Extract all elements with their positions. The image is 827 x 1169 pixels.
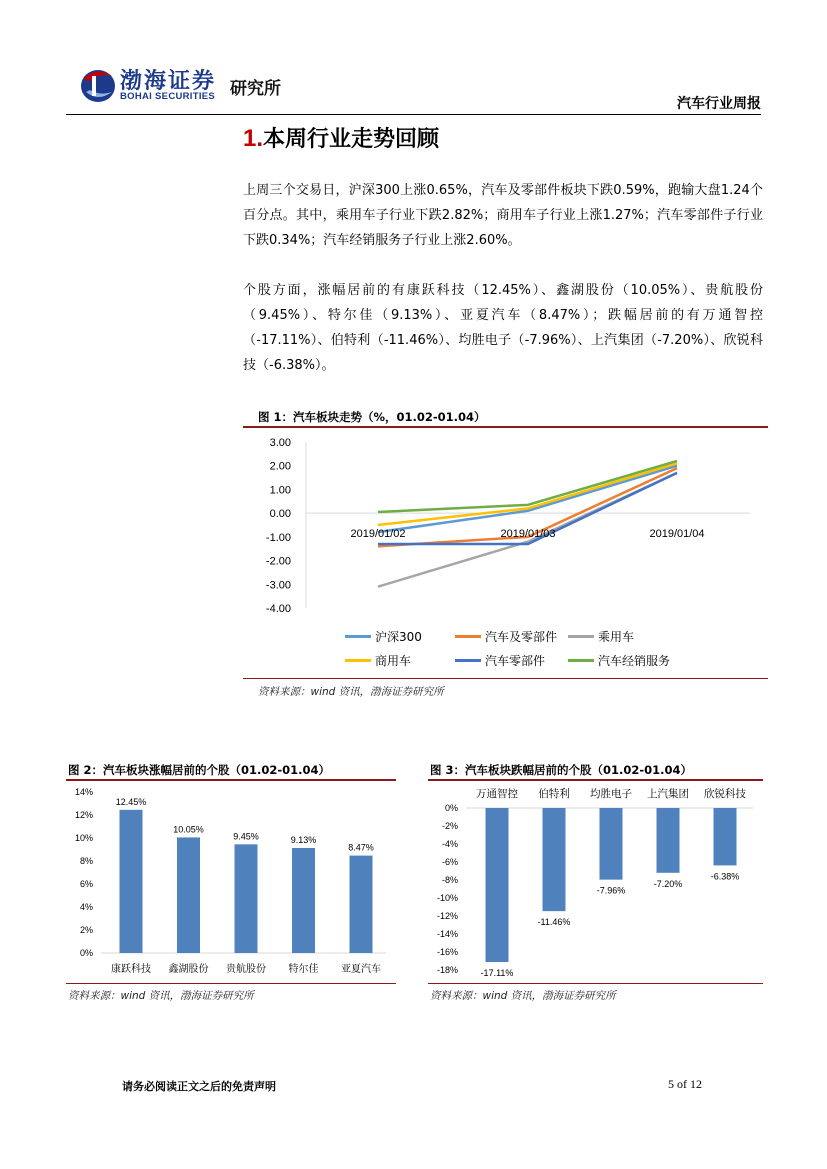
- legend-swatch: [455, 635, 481, 638]
- fig1-x-tick-label: 2019/01/03: [500, 528, 556, 541]
- fig3-y-tick-label: -18%: [436, 965, 458, 975]
- fig3-bar-chart: [428, 782, 763, 982]
- fig2-x-tick-label: 鑫湖股份: [168, 964, 209, 975]
- fig2-source: 资料来源：wind 资讯，渤海证券研究所: [68, 990, 254, 1002]
- paragraph-market-summary: 上周三个交易日，沪深300上涨0.65%，汽车及零部件板块下跌0.59%，跑输大盘1.24个百分点。其中，乘用车子行业下跌2.82%；商用车子行业上涨1.27%；汽车零部件子行业下跌0.34%；汽车经销服务子行业上涨2.60%。: [243, 183, 763, 248]
- fig3-y-tick-label: -16%: [436, 947, 458, 957]
- legend-swatch: [455, 659, 481, 662]
- fig3-bar: [486, 808, 509, 962]
- fig2-title: 图 2：汽车板块涨幅居前的个股（01.02-01.04）: [68, 763, 331, 777]
- fig3-bar: [600, 808, 623, 880]
- logo-chinese-name: 渤海证券: [120, 68, 217, 94]
- legend-auto-parts-sector: 汽车及零部件: [455, 628, 557, 645]
- legend-swatch: [345, 635, 371, 638]
- paragraph-stock-movers: 个股方面，涨幅居前的有康跃科技（12.45%）、鑫湖股份（10.05%）、贵航股份（9.45%）、特尔佳（9.13%）、亚夏汽车（8.47%）；跌幅居前的有万通智控（-17.11%）、伯特利（-11.46%）、均胜电子（-7.96%）、上汽集团（-7.20%）、欣锐科技（-6.38%）。: [243, 283, 763, 373]
- fig2-bar-chart: [66, 782, 396, 982]
- section-number: 1.: [243, 125, 264, 152]
- fig3-y-tick-label: -12%: [436, 911, 458, 921]
- fig3-y-tick-label: -8%: [441, 875, 458, 885]
- fig3-x-tick-label: 伯特利: [538, 788, 570, 800]
- fig1-y-tick-label: -2.00: [265, 555, 291, 568]
- legend-swatch: [345, 659, 371, 662]
- fig3-y-tick-label: -14%: [436, 929, 458, 939]
- page-number: 5 of 12: [668, 1077, 702, 1091]
- fig2-bar-label: 9.45%: [233, 831, 259, 842]
- fig2-bottom-rule: [66, 983, 396, 984]
- footer-disclaimer: 请务必阅读正文之后的免责声明: [122, 1080, 276, 1093]
- fig1-y-tick-label: 3.00: [269, 437, 291, 449]
- legend-dealer: 汽车经销服务: [568, 652, 670, 669]
- fig3-bar-label: -11.46%: [537, 917, 571, 928]
- legend-commercial: 商用车: [345, 652, 411, 669]
- fig3-bar-label: -7.96%: [596, 885, 626, 896]
- fig1-x-tick-label: 2019/01/04: [649, 528, 705, 541]
- fig2-bar-label: 10.05%: [173, 824, 204, 835]
- fig3-bar-label: -17.11%: [480, 967, 514, 978]
- section-title-text: 本周行业走势回顾: [263, 127, 440, 152]
- legend-parts: 汽车零部件: [455, 652, 545, 669]
- fig2-bar-label: 9.13%: [290, 835, 317, 846]
- fig3-source: 资料来源：wind 资讯，渤海证券研究所: [430, 990, 616, 1002]
- fig2-y-tick-label: 12%: [74, 810, 93, 820]
- fig3-y-tick-label: -2%: [441, 821, 458, 831]
- fig2-bar: [350, 856, 373, 953]
- section-title: [243, 122, 439, 153]
- fig2-x-tick-label: 贵航股份: [226, 964, 266, 975]
- fig3-x-tick-label: 均胜电子: [590, 788, 632, 800]
- fig2-y-tick-label: 10%: [74, 833, 93, 843]
- legend-swatch: [568, 635, 594, 638]
- fig3-bar-label: -6.38%: [710, 871, 740, 882]
- fig2-y-tick-label: 14%: [74, 787, 93, 797]
- fig1-y-tick-label: -4.00: [265, 603, 291, 615]
- fig3-title: 图 3：汽车板块跌幅居前的个股（01.02-01.04）: [430, 763, 693, 777]
- fig3-y-tick-label: -4%: [441, 839, 458, 849]
- fig1-series-line-5: [378, 461, 677, 512]
- fig2-y-tick-label: 2%: [79, 925, 93, 935]
- fig3-x-tick-label: 万通智控: [476, 788, 518, 800]
- fig3-top-rule: [428, 779, 763, 781]
- fig1-top-rule: [243, 426, 768, 428]
- fig1-y-tick-label: -3.00: [265, 579, 291, 592]
- report-type: 汽车行业周报: [677, 96, 761, 112]
- fig1-title: 图 1：汽车板块走势（%，01.02-01.04）: [258, 410, 486, 424]
- fig2-y-tick-label: 4%: [79, 902, 93, 912]
- legend-passenger: 乘用车: [568, 628, 634, 645]
- fig1-line-chart: [243, 430, 768, 630]
- fig3-bar-label: -7.20%: [653, 878, 683, 889]
- fig3-y-tick-label: -6%: [441, 857, 458, 867]
- institute-name: 研究所: [230, 79, 281, 99]
- fig1-x-tick-label: 2019/01/02: [350, 528, 406, 541]
- fig2-top-rule: [66, 779, 396, 781]
- header-divider: [66, 114, 761, 115]
- fig2-bar: [120, 810, 143, 953]
- legend-swatch: [568, 659, 594, 662]
- fig2-x-tick-label: 亚夏汽车: [341, 964, 381, 975]
- fig2-bar-label: 8.47%: [348, 842, 374, 853]
- fig1-y-tick-label: 1.00: [269, 484, 291, 497]
- fig3-bar: [543, 808, 566, 911]
- fig3-bar: [714, 808, 737, 865]
- fig3-bar: [657, 808, 680, 873]
- fig1-y-tick-label: -1.00: [265, 531, 291, 544]
- fig3-x-tick-label: 上汽集团: [647, 788, 689, 800]
- fig1-source: 资料来源：wind 资讯，渤海证券研究所: [258, 686, 444, 698]
- fig2-bar-label: 12.45%: [115, 796, 147, 807]
- fig3-x-tick-label: 欣锐科技: [704, 788, 746, 800]
- fig3-bottom-rule: [428, 983, 763, 984]
- logo-english-name: BOHAI SECURITIES: [120, 91, 216, 102]
- fig2-y-tick-label: 8%: [79, 856, 93, 866]
- bohai-logo-icon: [78, 62, 118, 107]
- legend-hs300: 沪深300: [345, 628, 422, 645]
- fig2-y-tick-label: 6%: [79, 879, 93, 889]
- fig3-y-tick-label: 0%: [444, 803, 458, 813]
- fig3-y-tick-label: -10%: [436, 893, 458, 903]
- fig2-bar: [292, 848, 315, 953]
- fig2-x-tick-label: 特尔佳: [288, 964, 319, 975]
- fig2-bar: [235, 844, 258, 953]
- fig1-bottom-rule: [243, 678, 768, 679]
- fig2-bar: [177, 837, 200, 953]
- fig1-y-tick-label: 2.00: [269, 460, 291, 473]
- fig1-y-tick-label: 0.00: [269, 508, 291, 521]
- fig2-y-tick-label: 0%: [79, 948, 93, 958]
- fig2-x-tick-label: 康跃科技: [111, 964, 151, 975]
